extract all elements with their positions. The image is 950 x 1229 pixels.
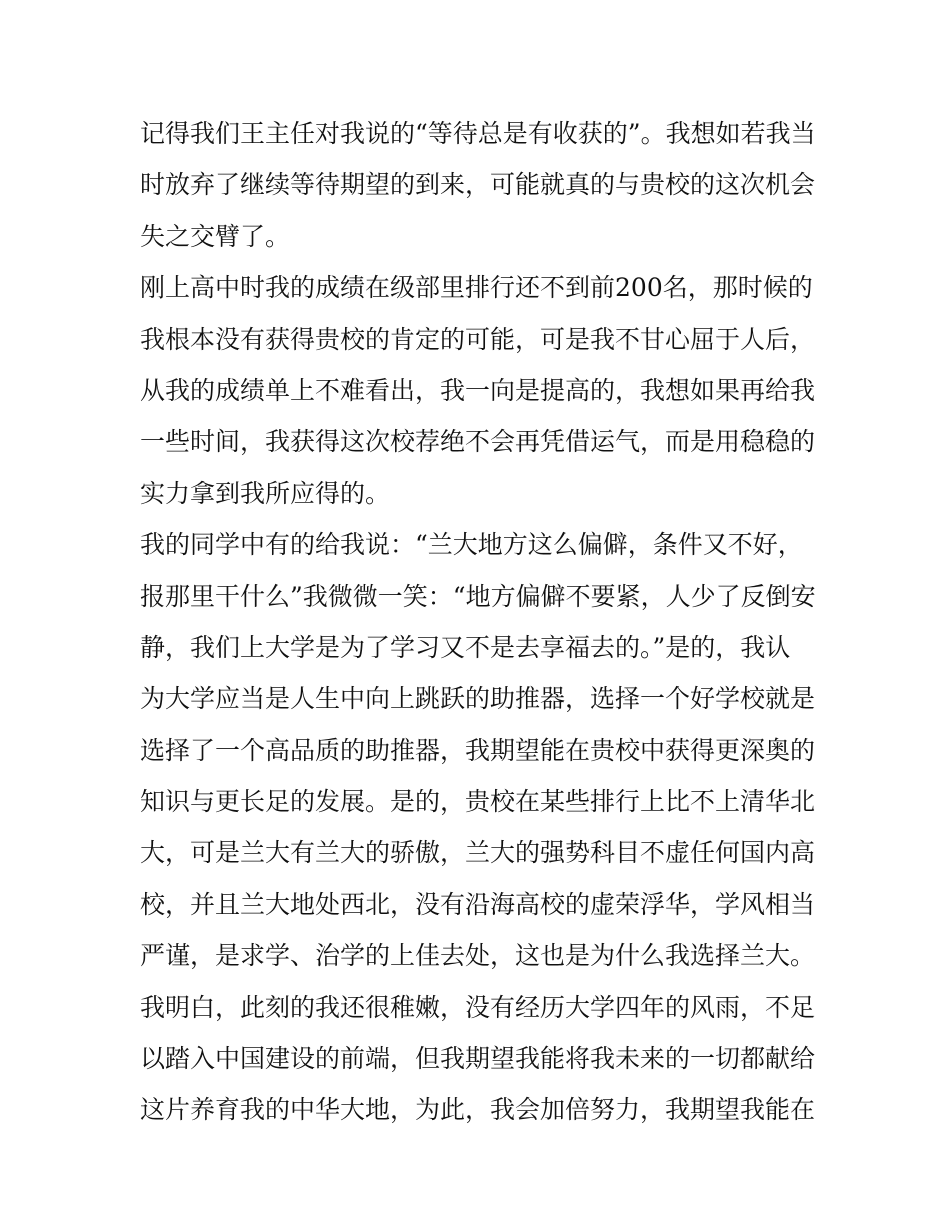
- text-line: 我明白，此刻的我还很稚嫩，没有经历大学四年的风雨，不足: [140, 992, 816, 1022]
- text-line: 校，并且兰大地处西北，没有沿海高校的虚荣浮华，学风相当: [140, 889, 816, 919]
- text-line: 实力拿到我所应得的。: [140, 478, 391, 508]
- document-body: [140, 108, 830, 1136]
- text-line: 大，可是兰大有兰大的骄傲，兰大的强势科目不虚任何国内高: [140, 838, 816, 868]
- text-line: 从我的成绩单上不难看出，我一向是提高的，我想如果再给我: [140, 375, 816, 405]
- text-line: 失之交臂了。: [140, 221, 291, 251]
- text-line: 以踏入中国建设的前端，但我期望我能将我未来的一切都献给: [140, 1044, 816, 1074]
- text-line: 这片养育我的中华大地，为此，我会加倍努力，我期望我能在: [140, 1095, 816, 1125]
- text-line: 为大学应当是人生中向上跳跃的助推器，选择一个好学校就是: [140, 684, 816, 714]
- text-line: 我根本没有获得贵校的肯定的可能，可是我不甘心屈于人后，: [140, 324, 816, 354]
- text-line: 选择了一个高品质的助推器，我期望能在贵校中获得更深奥的: [140, 735, 816, 765]
- text-line: 我的同学中有的给我说：“兰大地方这么偏僻，条件又不好，: [140, 530, 803, 560]
- text-line: 报那里干什么”我微微一笑：“地方偏僻不要紧，人少了反倒安: [140, 581, 816, 611]
- text-line: 知识与更长足的发展。是的，贵校在某些排行上比不上清华北: [140, 787, 816, 817]
- text-line: 严谨，是求学、治学的上佳去处，这也是为什么我选择兰大。: [140, 941, 816, 971]
- text-line: 刚上高中时我的成绩在级部里排行还不到前200名，那时候的: [140, 273, 813, 303]
- text-line: 一些时间，我获得这次校荐绝不会再凭借运气，而是用稳稳的: [140, 427, 816, 457]
- text-line: 时放弃了继续等待期望的到来，可能就真的与贵校的这次机会: [140, 170, 816, 200]
- text-line: 静，我们上大学是为了学习又不是去享福去的。”是的，我认: [140, 632, 791, 662]
- text-line: 记得我们王主任对我说的“等待总是有收获的”。我想如若我当: [140, 119, 816, 148]
